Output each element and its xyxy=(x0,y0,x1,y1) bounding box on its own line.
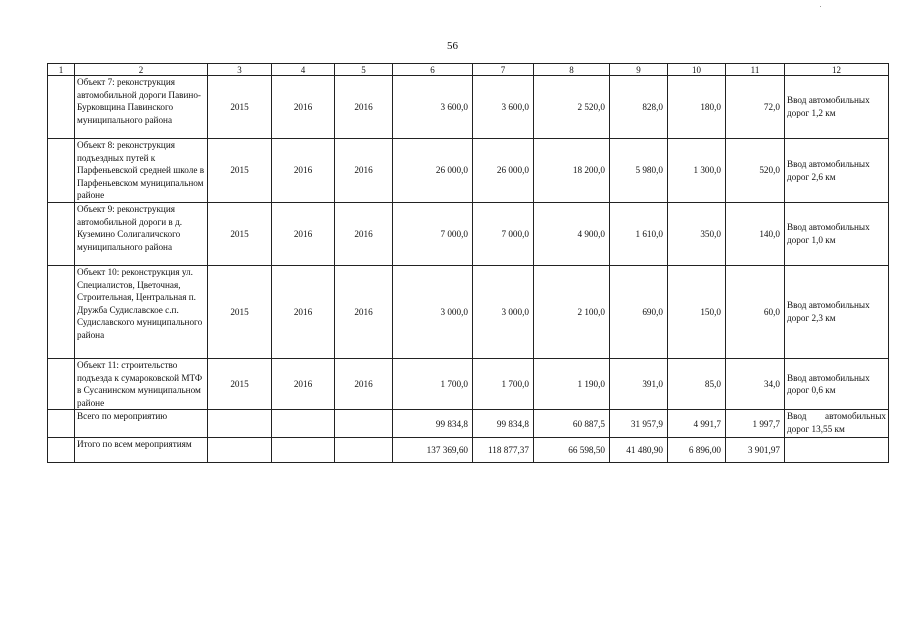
amount-cell: 60,0 xyxy=(726,266,785,359)
column-header: 3 xyxy=(208,64,272,76)
object-name-cell: Объект 9: реконструкция автомобильной дороги в д. Куземино Солигаличского муниципального района xyxy=(75,203,208,266)
year-cell: 2016 xyxy=(335,76,393,139)
object-name-cell: Объект 7: реконструкция автомобильной дороги Павино-Бурковщина Павинского муниципального района xyxy=(75,76,208,139)
total-result-cell: Ввод автомобильных дорог 13,55 км xyxy=(785,410,889,438)
amount-cell: 1 700,0 xyxy=(393,359,473,410)
year-cell: 2016 xyxy=(335,203,393,266)
column-header: 11 xyxy=(726,64,785,76)
total-event-label: Всего по мероприятию xyxy=(75,410,208,438)
amount-cell: 391,0 xyxy=(610,359,668,410)
amount-cell: 3 000,0 xyxy=(393,266,473,359)
column-header: 9 xyxy=(610,64,668,76)
year-cell: 2015 xyxy=(208,139,272,203)
total-amount-cell: 60 887,5 xyxy=(534,410,610,438)
amount-cell: 1 610,0 xyxy=(610,203,668,266)
amount-cell: 1 300,0 xyxy=(668,139,726,203)
empty-cell xyxy=(48,438,75,463)
year-cell: 2016 xyxy=(272,203,335,266)
empty-cell xyxy=(208,438,272,463)
page-number: 56 xyxy=(447,40,458,52)
total-amount-cell: 99 834,8 xyxy=(473,410,534,438)
empty-cell xyxy=(208,410,272,438)
year-cell: 2016 xyxy=(272,76,335,139)
year-cell: 2016 xyxy=(335,266,393,359)
empty-cell xyxy=(48,410,75,438)
empty-cell xyxy=(48,76,75,139)
total-amount-cell: 1 997,7 xyxy=(726,410,785,438)
empty-cell xyxy=(272,410,335,438)
year-cell: 2015 xyxy=(208,76,272,139)
table-row xyxy=(48,359,889,410)
table-row xyxy=(48,266,889,359)
amount-cell: 180,0 xyxy=(668,76,726,139)
table-row xyxy=(48,203,889,266)
amount-cell: 150,0 xyxy=(668,266,726,359)
column-header: 8 xyxy=(534,64,610,76)
total-all-label: Итого по всем мероприятиям xyxy=(75,438,208,463)
result-cell: Ввод автомобильных дорог 2,3 км xyxy=(785,266,889,359)
empty-cell xyxy=(48,203,75,266)
amount-cell: 72,0 xyxy=(726,76,785,139)
result-cell: Ввод автомобильных дорог 2,6 км xyxy=(785,139,889,203)
amount-cell: 3 600,0 xyxy=(473,76,534,139)
table-row xyxy=(48,76,889,139)
amount-cell: 26 000,0 xyxy=(473,139,534,203)
table-header-row xyxy=(48,64,889,76)
amount-cell: 520,0 xyxy=(726,139,785,203)
grand-total-cell: 6 896,00 xyxy=(668,438,726,463)
column-header: 4 xyxy=(272,64,335,76)
amount-cell: 85,0 xyxy=(668,359,726,410)
amount-cell: 7 000,0 xyxy=(393,203,473,266)
empty-cell xyxy=(335,410,393,438)
amount-cell: 18 200,0 xyxy=(534,139,610,203)
year-cell: 2015 xyxy=(208,203,272,266)
amount-cell: 3 000,0 xyxy=(473,266,534,359)
amount-cell: 34,0 xyxy=(726,359,785,410)
empty-cell xyxy=(272,438,335,463)
amount-cell: 7 000,0 xyxy=(473,203,534,266)
amount-cell: 350,0 xyxy=(668,203,726,266)
empty-cell xyxy=(48,359,75,410)
object-name-cell: Объект 10: реконструкция ул. Специалистов, Цветочная, Строительная, Центральная п. Дружба Судиславское с.п. Судиславского муниципального района xyxy=(75,266,208,359)
result-cell: Ввод автомобильных дорог 0,6 км xyxy=(785,359,889,410)
amount-cell: 2 100,0 xyxy=(534,266,610,359)
year-cell: 2016 xyxy=(335,359,393,410)
column-header: 6 xyxy=(393,64,473,76)
column-header: 10 xyxy=(668,64,726,76)
column-header: 5 xyxy=(335,64,393,76)
scan-artifact-dot xyxy=(820,6,821,7)
object-name-cell: Объект 11: строительство подъезда к сумароковской МТФ в Сусанинском муниципальном районе xyxy=(75,359,208,410)
amount-cell: 828,0 xyxy=(610,76,668,139)
result-cell: Ввод автомобильных дорог 1,2 км xyxy=(785,76,889,139)
year-cell: 2016 xyxy=(272,139,335,203)
year-cell: 2016 xyxy=(335,139,393,203)
grand-total-cell: 41 480,90 xyxy=(610,438,668,463)
table-row xyxy=(48,139,889,203)
object-name-cell: Объект 8: реконструкция подъездных путей к Парфеньевской средней школе в Парфеньевском муниципальном районе xyxy=(75,139,208,203)
amount-cell: 1 190,0 xyxy=(534,359,610,410)
year-cell: 2016 xyxy=(272,359,335,410)
result-cell: Ввод автомобильных дорог 1,0 км xyxy=(785,203,889,266)
column-header: 12 xyxy=(785,64,889,76)
grand-total-cell: 3 901,97 xyxy=(726,438,785,463)
empty-cell xyxy=(48,139,75,203)
amount-cell: 3 600,0 xyxy=(393,76,473,139)
total-event-row xyxy=(48,410,889,438)
year-cell: 2016 xyxy=(272,266,335,359)
document-table xyxy=(47,63,889,463)
grand-total-cell: 118 877,37 xyxy=(473,438,534,463)
empty-cell xyxy=(48,266,75,359)
total-all-row xyxy=(48,438,889,463)
grand-total-cell: 66 598,50 xyxy=(534,438,610,463)
column-header: 1 xyxy=(48,64,75,76)
amount-cell: 5 980,0 xyxy=(610,139,668,203)
grand-total-cell: 137 369,60 xyxy=(393,438,473,463)
amount-cell: 140,0 xyxy=(726,203,785,266)
amount-cell: 1 700,0 xyxy=(473,359,534,410)
year-cell: 2015 xyxy=(208,266,272,359)
column-header: 7 xyxy=(473,64,534,76)
empty-cell xyxy=(785,438,889,463)
column-header: 2 xyxy=(75,64,208,76)
amount-cell: 26 000,0 xyxy=(393,139,473,203)
amount-cell: 2 520,0 xyxy=(534,76,610,139)
amount-cell: 4 900,0 xyxy=(534,203,610,266)
total-amount-cell: 4 991,7 xyxy=(668,410,726,438)
total-amount-cell: 99 834,8 xyxy=(393,410,473,438)
amount-cell: 690,0 xyxy=(610,266,668,359)
total-amount-cell: 31 957,9 xyxy=(610,410,668,438)
year-cell: 2015 xyxy=(208,359,272,410)
empty-cell xyxy=(335,438,393,463)
